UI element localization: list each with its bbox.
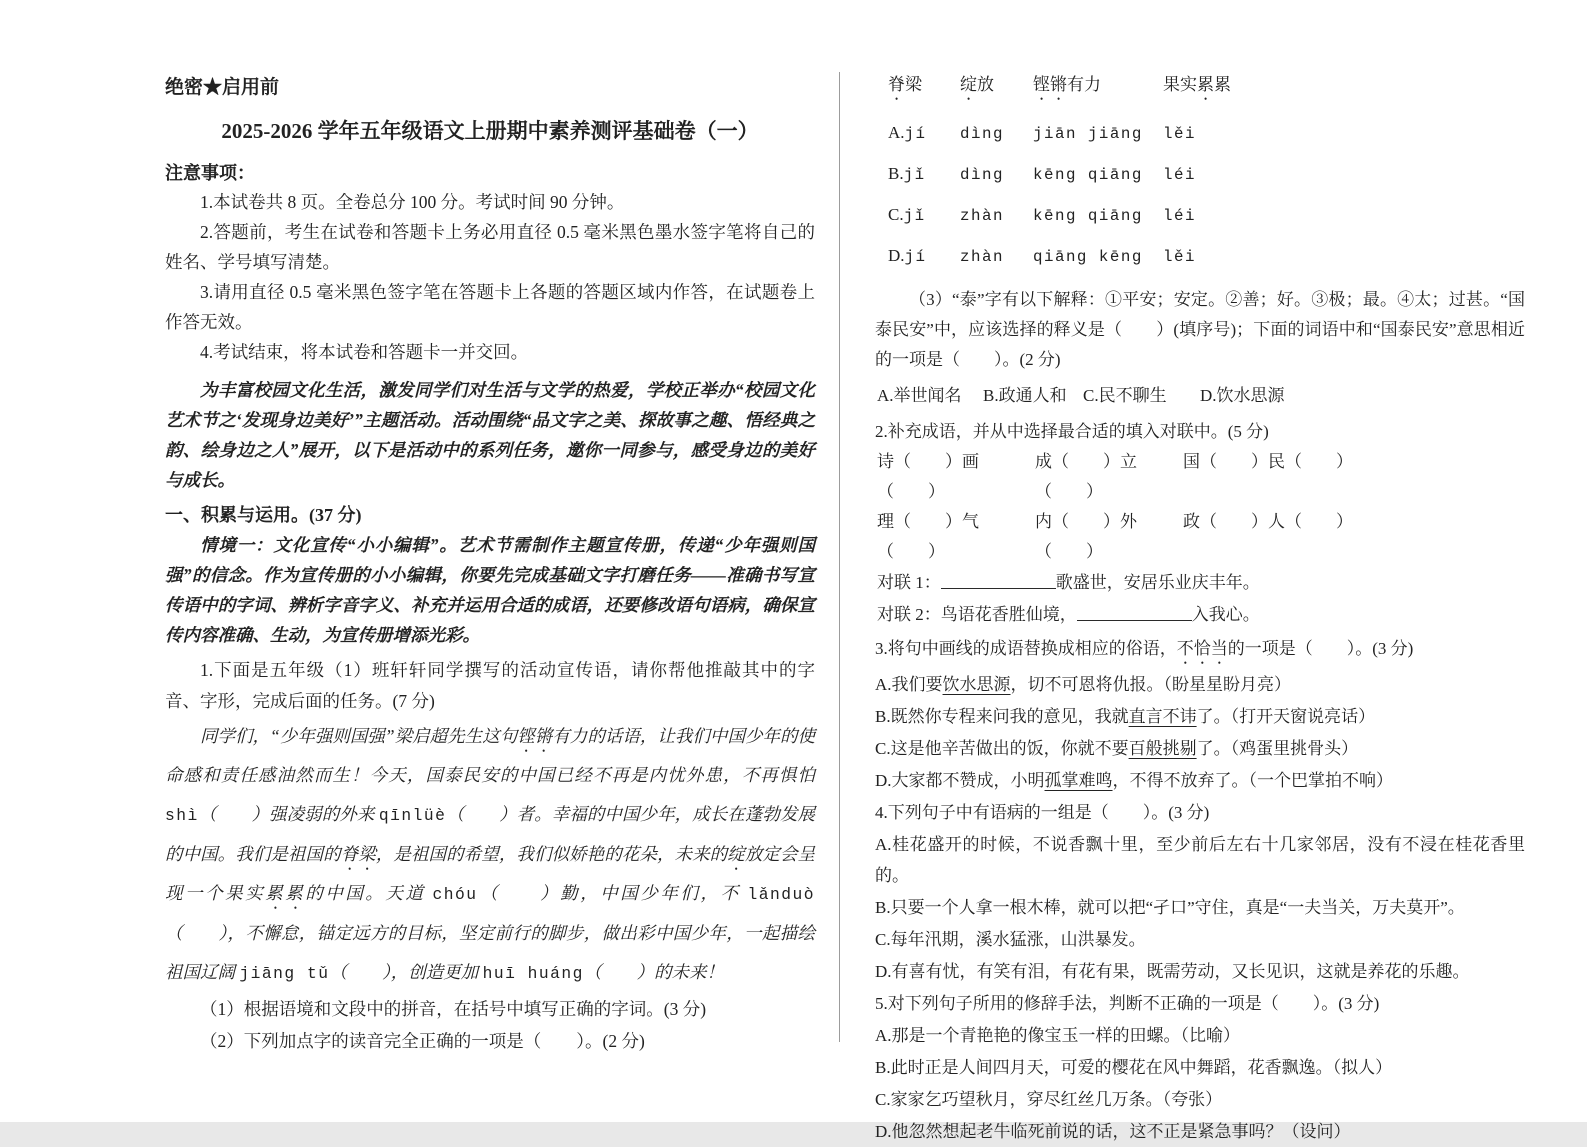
couplet-2: 对联 2：鸟语花香胜仙境， 入我心。 <box>877 605 1260 624</box>
question1-sub3: （3）“泰”字有以下解释：①平安；安定。②善；好。③极；最。④太；过甚。“国泰民安”中，应该选择的释义是（ ）(填序号)；下面的词语中和“国泰民安”意思相近的一项是（ ）。(2 分) <box>875 290 1525 369</box>
question1-passage: 同学们，“少年强则国强”梁启超先生这句铿锵有力的话语，让我们中国少年的使命感和责任感油然而生！今天，国泰民安的中国已经不再是内忧外患，不再惧怕 shì（ ）强凌弱的外来 qīnlüè（ ）者。幸福的中国少年，成长在蓬勃发展的中国。我们是祖国的脊梁，是祖国的希望，我们似娇艳的花朵，未来的绽放定会呈现一个果实累累的中国。天道 chóu（ ）勤，中国少年们，不 lǎnduò（ ），不懈怠，锚定远方的目标，坚定前行的脚步，做出彩中国少年，一起描绘祖国辽阔 jiāng tǔ（ ），创造更加 huī huáng（ ）的未来！ <box>165 726 816 983</box>
choice-option: A.那是一个青艳艳的像宝玉一样的田螺。（比喻） <box>875 1026 1241 1045</box>
table-cell: 内（ ）外（ ） <box>1035 512 1137 561</box>
couplet-1: 对联 1： 歌盛世，安居乐业庆丰年。 <box>877 573 1260 592</box>
question4-stem: 4.下列句子中有语病的一组是（ ）。(3 分) <box>875 803 1210 822</box>
table-cell: 成（ ）立（ ） <box>1035 452 1137 501</box>
table-cell: zhàn <box>960 207 1004 225</box>
table-cell: 果实累累 <box>1163 75 1231 94</box>
choice-option: D.有喜有忧，有笑有泪，有花有果，既需劳动，又长见识，这就是养花的乐趣。 <box>875 962 1470 981</box>
right-column <box>875 70 1525 1147</box>
table-cell: kēng qiāng <box>1033 207 1143 225</box>
table-cell: lěi <box>1163 125 1196 143</box>
notice-list <box>165 187 815 367</box>
table-cell: léi <box>1163 166 1196 184</box>
table-cell: lěi <box>1163 248 1196 266</box>
choice-option: B.既然你专程来问我的意见，我就直言不讳了。（打开天窗说亮话） <box>875 707 1376 726</box>
notice-item: 3.请用直径 0.5 毫米黑色签字笔在答题卡上各题的答题区域内作答，在试题卷上作答无效。 <box>165 282 815 332</box>
pinyin-option-row <box>875 203 1525 244</box>
classification-label: 绝密★启用前 <box>165 77 280 98</box>
question5-options <box>875 1020 1525 1147</box>
choice-option: A.举世闻名 <box>877 386 962 405</box>
idiom-fill-row <box>875 447 1525 507</box>
notice-item: 1.本试卷共 8 页。全卷总分 100 分。考试时间 90 分钟。 <box>200 192 625 212</box>
table-cell: 政（ ）人（ ） <box>1183 512 1353 531</box>
exam-title: 2025-2026 学年五年级语文上册期中素养测评基础卷（一） <box>221 119 759 143</box>
table-cell: léi <box>1163 207 1196 225</box>
table-cell: 铿锵有力 <box>1033 75 1101 94</box>
choice-option: A.我们要饮水思源，切不可恩将仇报。（盼星星盼月亮） <box>875 675 1292 694</box>
question4-options <box>875 829 1525 987</box>
notice-item: 2.答题前，考生在试卷和答题卡上务必用直径 0.5 毫米黑色墨水签字笔将自己的姓名、学号填写清楚。 <box>165 222 815 272</box>
answer-blank <box>1077 616 1192 621</box>
intro-paragraph: 为丰富校园文化生活，激发同学们对生活与文学的热爱，学校正举办“校园文化艺术节之‘发现身边美好’”主题活动。活动围绕“品文字之美、探故事之趣、悟经典之韵、绘身边之人”展开，以下是活动中的系列任务，邀你一同参与，感受身边的美好与成长。 <box>165 380 815 490</box>
table-cell: 绽放 <box>960 75 994 94</box>
table-cell: 诗（ ）画（ ） <box>877 452 979 501</box>
table-cell: 理（ ）气（ ） <box>877 512 979 561</box>
notice-item: 4.考试结束，将本试卷和答题卡一并交回。 <box>200 342 529 362</box>
answer-blank <box>941 584 1056 589</box>
idiom-fill-row <box>875 507 1525 567</box>
pinyin-table-header <box>875 70 1525 104</box>
choice-option: B.此时正是人间四月天，可爱的樱花在风中舞蹈，花香飘逸。（拟人） <box>875 1058 1393 1077</box>
table-cell: B.jǐ <box>888 164 926 184</box>
table-cell: jiān jiāng <box>1033 125 1143 143</box>
question1-stem: 1.下面是五年级（1）班轩轩同学撰写的活动宣传语，请你帮他推敲其中的字音、字形，完成后面的任务。(7 分) <box>165 660 815 711</box>
pinyin-option-table <box>875 121 1525 285</box>
choice-option: B.政通人和 <box>983 386 1067 405</box>
column-divider <box>839 72 840 1042</box>
choice-option: B.只要一个人拿一根木棒，就可以把“孑口”守住，真是“一夫当关，万夫莫开”。 <box>875 898 1465 917</box>
table-cell: 国（ ）民（ ） <box>1183 452 1353 471</box>
question1-sub1: （1）根据语境和文段中的拼音，在括号中填写正确的字词。(3 分) <box>200 999 707 1019</box>
table-cell: D.jí <box>888 246 927 266</box>
pinyin-option-row <box>875 244 1525 285</box>
idiom-fill-grid <box>875 447 1525 567</box>
table-cell: A.jí <box>888 123 927 143</box>
choice-option: D.他忽然想起老牛临死前说的话，这不正是紧急事吗？（设问） <box>875 1122 1351 1141</box>
pinyin-option-row <box>875 121 1525 162</box>
table-cell: C.jǐ <box>888 205 926 225</box>
pinyin-option-row <box>875 162 1525 203</box>
table-cell: dìng <box>960 166 1004 184</box>
question1-sub3-options <box>875 381 1525 411</box>
section-one-heading: 一、积累与运用。(37 分) <box>165 505 362 525</box>
scenario-one-paragraph: 情境一：文化宣传“小小编辑”。艺术节需制作主题宣传册，传递“少年强则国强”的信念。作为宣传册的小小编辑，你要先完成基础文字打磨任务——准确书写宣传语中的字词、辨析字音字义、补充并运用合适的成语，还要修改语句语病，确保宣传内容准确、生动，为宣传册增添光彩。 <box>165 535 815 645</box>
question5-stem: 5.对下列句子所用的修辞手法，判断不正确的一项是（ ）。(3 分) <box>875 994 1380 1013</box>
choice-option: C.每年汛期，溪水猛涨，山洪暴发。 <box>875 930 1146 949</box>
left-column <box>165 74 815 1057</box>
notice-heading: 注意事项： <box>165 163 255 183</box>
choice-option: D.大家都不赞成，小明孤掌难鸣，不得不放弃了。（一个巴掌拍不响） <box>875 771 1394 790</box>
choice-option: D.饮水思源 <box>1200 386 1285 405</box>
question3-stem: 3.将句中画线的成语替换成相应的俗语，不恰当的一项是（ ）。(3 分) <box>875 639 1414 658</box>
table-cell: dìng <box>960 125 1004 143</box>
choice-option: C.民不聊生 <box>1083 386 1167 405</box>
question3-options <box>875 669 1525 796</box>
table-cell: kēng qiāng <box>1033 166 1143 184</box>
choice-option: A.桂花盛开的时候，不说香飘十里，至少前后左右十几家邻居，没有不浸在桂花香里的。 <box>875 835 1525 885</box>
choice-option: C.家家乞巧望秋月，穿尽红丝几万条。（夸张） <box>875 1090 1223 1109</box>
table-cell: 脊梁 <box>888 75 922 94</box>
question2-stem: 2.补充成语，并从中选择最合适的填入对联中。(5 分) <box>875 422 1269 441</box>
pinyin-header-row <box>875 70 1525 104</box>
table-cell: zhàn <box>960 248 1004 266</box>
table-cell: qiāng kēng <box>1033 248 1143 266</box>
question1-sub2: （2）下列加点字的读音完全正确的一项是（ ）。(2 分) <box>200 1031 645 1051</box>
choice-option: C.这是他辛苦做出的饭，你就不要百般挑剔了。（鸡蛋里挑骨头） <box>875 739 1359 758</box>
